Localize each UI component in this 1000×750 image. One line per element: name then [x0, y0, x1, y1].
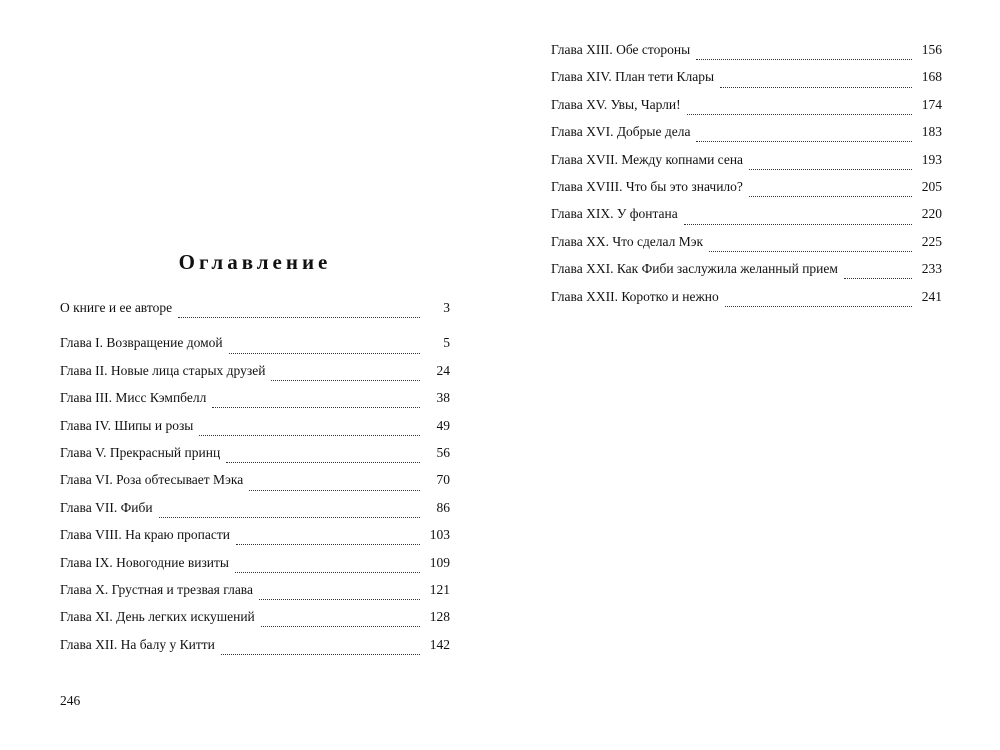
- toc-entry-page: 49: [436, 417, 450, 433]
- toc-entry-title: Глава VI. Роза обтесывает Мэка: [60, 472, 244, 488]
- toc-entry-title: Глава IV. Шипы и розы: [60, 417, 194, 433]
- toc-entry-title: Глава V. Прекрасный принц: [60, 444, 221, 460]
- toc-entry-page: 70: [436, 472, 450, 488]
- toc-entry-title: Глава II. Новые лица старых друзей: [60, 362, 266, 378]
- toc-entry-page: 3: [443, 300, 450, 315]
- dot-leader: [720, 87, 912, 88]
- toc-entry-page: 205: [921, 178, 942, 194]
- toc-entry-title: Глава I. Возвращение домой: [60, 335, 223, 351]
- dot-leader: [696, 141, 912, 142]
- toc-entry: [551, 206, 942, 233]
- toc-entry: [551, 179, 942, 206]
- dot-leader: [178, 317, 420, 318]
- toc-entry-page: 142: [429, 636, 450, 652]
- dot-leader: [199, 435, 420, 436]
- toc-entry: [551, 152, 942, 179]
- toc-entry: [551, 124, 942, 151]
- toc-entry-title: Глава VIII. На краю пропасти: [60, 527, 231, 543]
- dot-leader: [749, 196, 912, 197]
- toc-entry-page: 109: [429, 554, 450, 570]
- dot-leader: [159, 517, 420, 518]
- toc-entry: [60, 335, 450, 362]
- toc-entry: [60, 637, 450, 664]
- toc-entry-page: 193: [921, 151, 942, 167]
- toc-entry-title: Глава XIX. У фонтана: [551, 206, 678, 222]
- toc-entry-title: О книге и ее авторе: [60, 300, 173, 315]
- toc-entry-page: 225: [921, 233, 942, 249]
- toc-entry: [60, 500, 450, 527]
- dot-leader: [684, 224, 912, 225]
- toc-entry-page: 233: [921, 261, 942, 277]
- dot-leader: [687, 114, 912, 115]
- toc-entry-page: 5: [443, 335, 450, 351]
- dot-leader: [259, 599, 420, 600]
- dot-leader: [271, 380, 420, 381]
- toc-entry-title: Глава XVII. Между копнами сена: [551, 151, 744, 167]
- toc-entry-title: Глава XVI. Добрые дела: [551, 124, 691, 140]
- dot-leader: [229, 353, 420, 354]
- toc-entry-title: Глава XIV. План тети Клары: [551, 69, 715, 85]
- toc-entry: [551, 97, 942, 124]
- toc-entry-title: Глава XIII. Обе стороны: [551, 42, 691, 57]
- toc-entry-page: 121: [429, 581, 450, 597]
- toc-entry: [551, 289, 942, 316]
- page-number: 246: [60, 693, 81, 708]
- toc-entry-page: 168: [921, 69, 942, 85]
- dot-leader: [696, 59, 912, 60]
- toc-entry-page: 156: [921, 42, 942, 57]
- toc-entry-page: 174: [921, 96, 942, 112]
- toc-entry-page: 38: [436, 390, 450, 406]
- dot-leader: [749, 169, 912, 170]
- dot-leader: [212, 407, 420, 408]
- dot-leader: [226, 462, 420, 463]
- toc-list-left: [60, 300, 450, 664]
- toc-entry-page: 183: [921, 124, 942, 140]
- toc-entry-title: Глава XVIII. Что бы это значило?: [551, 178, 743, 194]
- toc-entry-title: Глава XI. День легких искушений: [60, 609, 255, 625]
- toc-entry: [551, 234, 942, 261]
- toc-entry-page: 220: [921, 206, 942, 222]
- toc-entry-title: Глава XXI. Как Фиби заслужила желанный прием: [551, 261, 838, 277]
- toc-entry: [60, 609, 450, 636]
- toc-entry-page: 24: [436, 362, 450, 378]
- toc-entry: [60, 300, 450, 327]
- dot-leader: [709, 251, 912, 252]
- toc-entry-title: Глава III. Мисс Кэмпбелл: [60, 390, 207, 406]
- toc-entry: [60, 445, 450, 472]
- dot-leader: [236, 544, 420, 545]
- toc-entry-title: Глава IX. Новогодние визиты: [60, 554, 229, 570]
- toc-entry: [60, 418, 450, 445]
- toc-entry-title: Глава XV. Увы, Чарли!: [551, 96, 681, 112]
- dot-leader: [249, 490, 420, 491]
- dot-leader: [235, 572, 420, 573]
- dot-leader: [844, 278, 912, 279]
- toc-entry-page: 86: [436, 499, 450, 515]
- toc-entry: [60, 527, 450, 554]
- toc-entry-title: Глава XII. На балу у Китти: [60, 636, 215, 652]
- toc-entry: [551, 261, 942, 288]
- toc-entry-page: 103: [429, 527, 450, 543]
- toc-entry: [60, 363, 450, 390]
- toc-list-right: [551, 42, 942, 316]
- toc-entry-title: Глава VII. Фиби: [60, 499, 153, 515]
- dot-leader: [221, 654, 420, 655]
- toc-entry: [60, 555, 450, 582]
- toc-entry-title: Глава X. Грустная и трезвая глава: [60, 581, 253, 597]
- dot-leader: [725, 306, 912, 307]
- toc-entry-title: Глава XX. Что сделал Мэк: [551, 233, 704, 249]
- toc-entry: [60, 472, 450, 499]
- toc-entry-page: 241: [921, 288, 942, 304]
- toc-entry: [551, 42, 942, 69]
- toc-entry-page: 128: [429, 609, 450, 625]
- dot-leader: [261, 626, 420, 627]
- toc-entry: [551, 69, 942, 96]
- page-title: Оглавление: [178, 250, 332, 274]
- toc-entry: [60, 390, 450, 417]
- toc-entry-page: 56: [436, 444, 450, 460]
- toc-entry-title: Глава XXII. Коротко и нежно: [551, 288, 719, 304]
- toc-entry: [60, 582, 450, 609]
